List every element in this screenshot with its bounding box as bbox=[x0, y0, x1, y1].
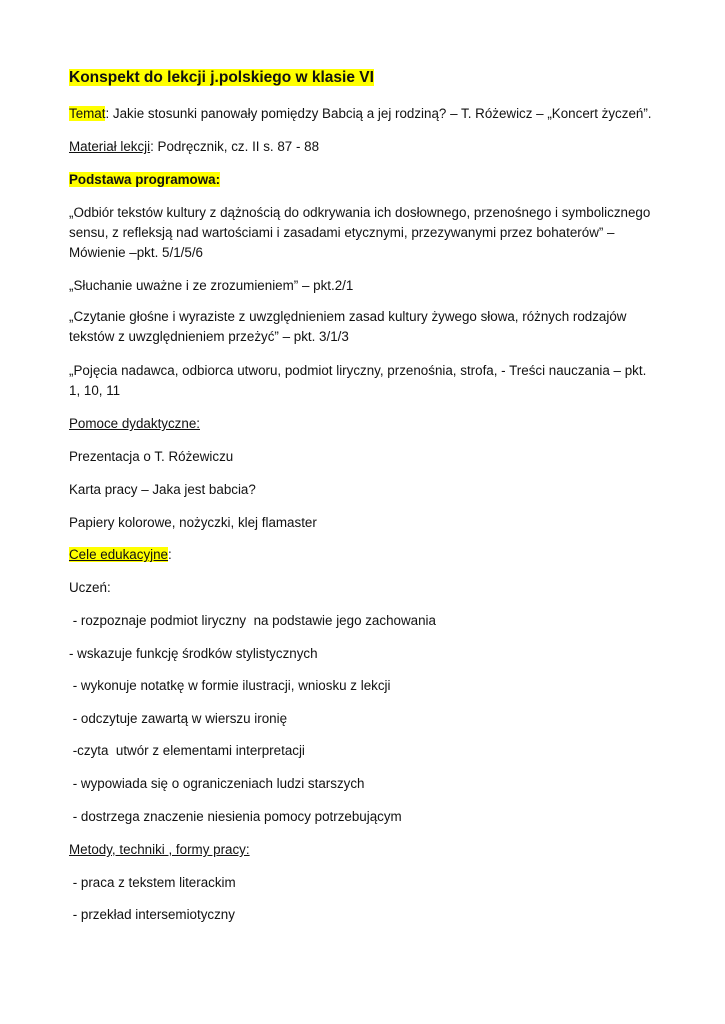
topic-line bbox=[69, 105, 659, 123]
curriculum-heading-text: Podstawa programowa: bbox=[69, 172, 221, 187]
curriculum-item-1-line-3: Mówienie –pkt. 5/1/5/6 bbox=[69, 245, 203, 260]
curriculum-item-1-line-2: sensu, z refleksją nad wartościami i zasadami etycznymi, przezywanymi przez bohaterów” – bbox=[69, 225, 615, 240]
curriculum-item-4 bbox=[69, 361, 659, 401]
topic-text: : Jakie stosunki panowały pomiędzy Babcią a jej rodziną? – T. Różewicz – „Koncert życzeń”. bbox=[105, 106, 652, 121]
goals-heading bbox=[69, 546, 659, 564]
material-label: Materiał lekcji bbox=[69, 139, 151, 154]
curriculum-item-1 bbox=[69, 203, 659, 263]
methods-heading bbox=[69, 841, 659, 859]
goal-item-2: - wskazuje funkcję środków stylistycznych bbox=[69, 646, 318, 661]
goals-intro: Uczeń: bbox=[69, 580, 111, 595]
goal-item-1: - rozpoznaje podmiot liryczny na podstawie jego zachowania bbox=[69, 613, 436, 628]
curriculum-item-4-line-2: 1, 10, 11 bbox=[69, 383, 121, 398]
aids-item-1: Prezentacja o T. Różewiczu bbox=[69, 449, 234, 464]
curriculum-item-2-line-1: „Słuchanie uważne i ze zrozumieniem” – pkt.2/1 bbox=[69, 278, 354, 293]
curriculum-item-4-line-1: „Pojęcia nadawca, odbiorca utworu, podmiot liryczny, przenośnia, strofa, - Treści nauczania – pkt. bbox=[69, 363, 647, 378]
goal-item-5: -czyta utwór z elementami interpretacji bbox=[69, 743, 305, 758]
method-item-2: - przekład intersemiotyczny bbox=[69, 907, 235, 922]
material-line bbox=[69, 138, 659, 156]
curriculum-item-3-line-2: tekstów z uwzględnieniem przeżyć” – pkt. 3/1/3 bbox=[69, 329, 349, 344]
goal-item-4: - odczytuje zawartą w wierszu ironię bbox=[69, 711, 288, 726]
curriculum-item-3 bbox=[69, 307, 659, 347]
aids-heading bbox=[69, 415, 659, 433]
curriculum-item-3-line-1: „Czytanie głośne i wyraziste z uwzględnieniem zasad kultury żywego słowa, różnych rodzajów bbox=[69, 309, 627, 324]
aids-item-2: Karta pracy – Jaka jest babcia? bbox=[69, 482, 256, 497]
aids-heading-text: Pomoce dydaktyczne: bbox=[69, 416, 200, 431]
curriculum-heading bbox=[69, 171, 659, 189]
aids-item-3: Papiery kolorowe, nożyczki, klej flamaster bbox=[69, 515, 317, 530]
goals-heading-suffix: : bbox=[168, 547, 172, 562]
method-item-1: - praca z tekstem literackim bbox=[69, 875, 236, 890]
methods-heading-text: Metody, techniki , formy pracy: bbox=[69, 842, 250, 857]
curriculum-item-1-line-1: „Odbiór tekstów kultury z dążnością do odkrywania ich dosłownego, przenośnego i symbolicznego bbox=[69, 205, 651, 220]
document-title bbox=[69, 68, 659, 88]
goal-item-6: - wypowiada się o ograniczeniach ludzi starszych bbox=[69, 776, 365, 791]
goal-item-7: - dostrzega znaczenie niesienia pomocy potrzebującym bbox=[69, 809, 402, 824]
goal-item-3: - wykonuje notatkę w formie ilustracji, wniosku z lekcji bbox=[69, 678, 391, 693]
curriculum-item-2 bbox=[69, 277, 659, 295]
goals-heading-text: Cele edukacyjne bbox=[69, 547, 169, 562]
topic-label: Temat bbox=[69, 106, 106, 121]
material-text: : Podręcznik, cz. II s. 87 - 88 bbox=[150, 139, 320, 154]
document-title-text: Konspekt do lekcji j.polskiego w klasie VI bbox=[69, 69, 374, 86]
